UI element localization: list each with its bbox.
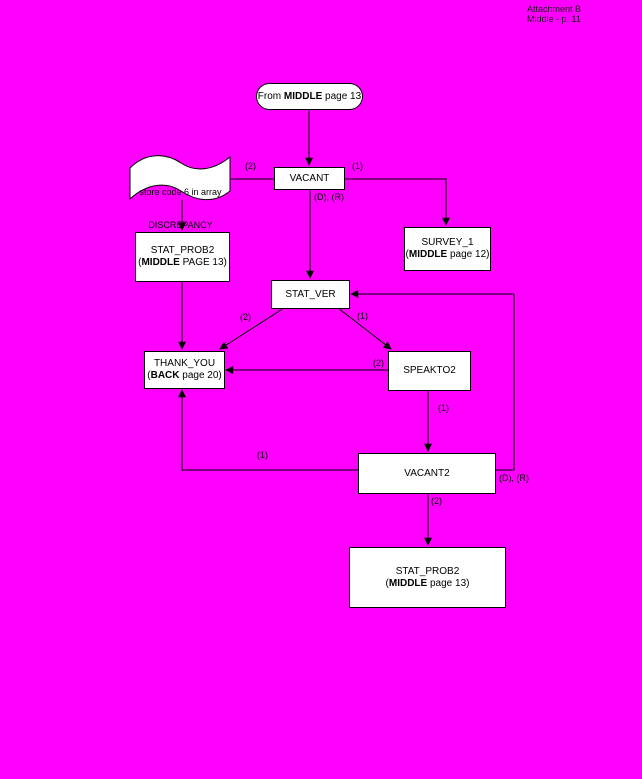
- start-oval-label: From MIDDLE page 13: [257, 90, 362, 102]
- node-title: SURVEY_1: [421, 237, 474, 248]
- node-vacant: [274, 167, 345, 190]
- node-title: STAT_PROB2: [150, 245, 215, 256]
- node-discrepancy-note: [131, 165, 230, 242]
- edge-label-vacant2-statver: (D), (R): [499, 473, 529, 483]
- node-start-oval: [256, 83, 363, 110]
- edge-vacant-to-survey1: [344, 179, 446, 225]
- node-title: THANK_YOU: [153, 358, 216, 369]
- node-stat-ver: [271, 280, 350, 309]
- edge-label-vacant2-statprob2: (2): [431, 496, 442, 506]
- attachment-header: [527, 4, 581, 24]
- edge-label-speakto2-thankyou: (2): [373, 358, 384, 368]
- node-stat-prob2-left: [135, 232, 230, 282]
- attachment-title: Attachment B: [527, 4, 582, 14]
- edge-vacant2-to-thankyou: [182, 390, 358, 470]
- edge-label-statver-thankyou: (2): [240, 312, 251, 322]
- edge-label-vacant-survey1: (1): [352, 161, 363, 171]
- node-stat-ver-label: STAT_VER: [285, 288, 336, 300]
- node-vacant2: [358, 453, 496, 494]
- edge-label-vacant-statver: (D), (R): [314, 192, 344, 202]
- node-speakto2: [388, 351, 471, 391]
- edge-label-vacant-note: (2): [245, 161, 256, 171]
- note-line2: DISCREPANCY: [148, 220, 213, 230]
- attachment-page-ref: Middle - p. 11: [527, 14, 581, 24]
- edge-label-statver-speakto2: (1): [357, 311, 368, 321]
- node-title: STAT_PROB2: [395, 565, 460, 577]
- edge-label-speakto2-vacant2: (1): [438, 403, 449, 413]
- edge-label-vacant2-thankyou: (1): [257, 450, 268, 460]
- note-line1: store code 6 in array: [139, 187, 222, 197]
- edge-statver-to-thankyou: [220, 308, 284, 349]
- node-subtitle: ( MIDDLE PAGE 13): [138, 257, 227, 268]
- node-subtitle: ( MIDDLE page 12): [405, 249, 490, 260]
- node-thank-you: [144, 351, 225, 389]
- node-vacant2-label: VACANT2: [404, 467, 450, 479]
- node-survey-1: [404, 227, 491, 271]
- node-stat-prob2-bottom: [349, 547, 506, 608]
- node-subtitle: ( MIDDLE page 13): [385, 577, 470, 589]
- node-subtitle: ( BACK page 20): [147, 370, 222, 381]
- node-vacant-label: VACANT: [289, 172, 330, 184]
- node-speakto2-label: SPEAKTO2: [403, 365, 456, 376]
